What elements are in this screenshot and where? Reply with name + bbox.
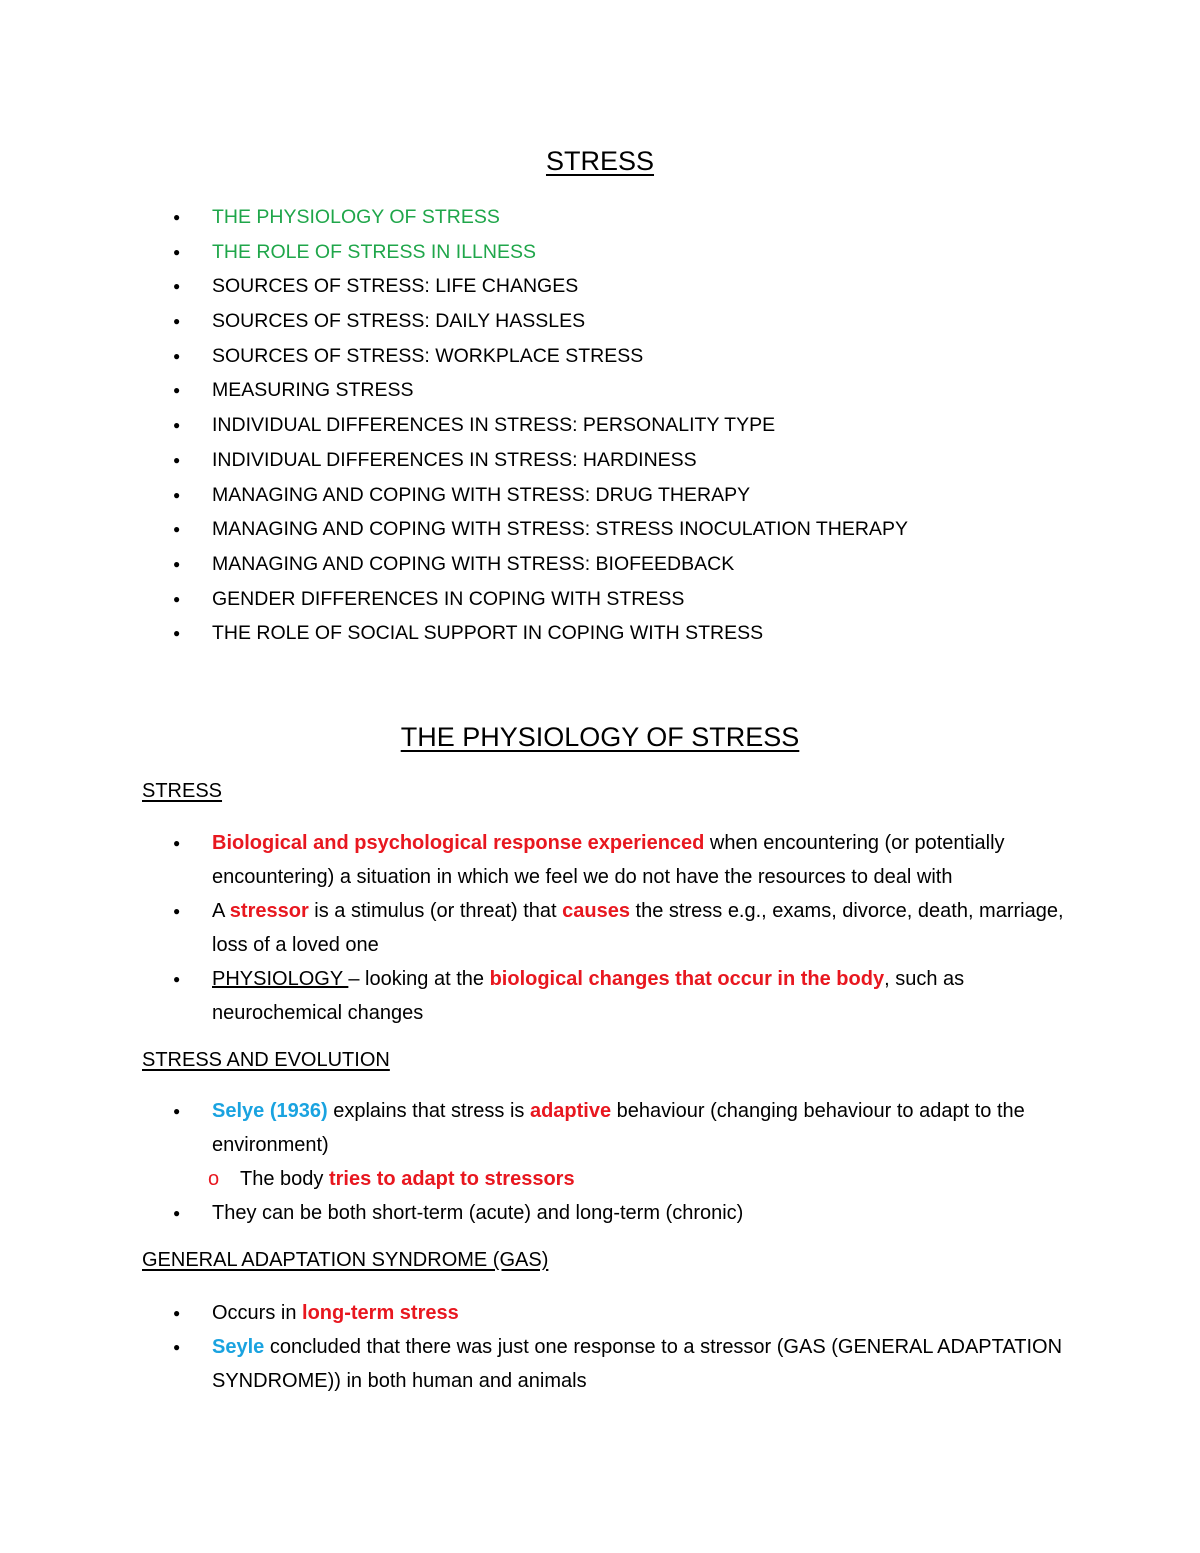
sub-list-item (170, 1162, 1072, 1196)
highlight-text: tries to adapt to stressors (328, 1168, 575, 1190)
highlight-text: long-term stress (302, 1302, 459, 1324)
topic-item: ● INDIVIDUAL DIFFERENCES IN STRESS: PERSONALITY TYPE (170, 413, 908, 448)
list-item (170, 1094, 1072, 1196)
topic-item: ● MANAGING AND COPING WITH STRESS: STRESS INOCULATION THERAPY (170, 517, 908, 552)
citation-text: Seyle (212, 1336, 265, 1358)
topic-item: ● THE ROLE OF SOCIAL SUPPORT IN COPING WITH STRESS (170, 621, 908, 656)
highlight-text: biological changes that occur in the body (489, 968, 885, 990)
body-text: is a stimulus (or threat) that (308, 900, 563, 922)
topic-item: ● SOURCES OF STRESS: WORKPLACE STRESS (170, 344, 908, 379)
topic-item: ● THE PHYSIOLOGY OF STRESS (170, 205, 908, 240)
stress-bullets (170, 826, 1072, 1030)
section-title: THE PHYSIOLOGY OF STRESS (400, 722, 800, 752)
topic-item: ● GENDER DIFFERENCES IN COPING WITH STRESS (170, 587, 908, 622)
body-text: explains that stress is (327, 1100, 530, 1122)
body-text: The body (240, 1168, 329, 1190)
body-text: , such as neurochemical changes (212, 968, 965, 1024)
topic-item: ● MANAGING AND COPING WITH STRESS: BIOFEEDBACK (170, 552, 908, 587)
topic-item: ● SOURCES OF STRESS: LIFE CHANGES (170, 274, 908, 309)
list-item (170, 1330, 1072, 1398)
underlined-term: PHYSIOLOGY (212, 968, 349, 990)
document-title: STRESS (545, 146, 655, 176)
highlight-text: stressor (229, 900, 309, 922)
list-item (170, 1296, 1072, 1330)
topics-list (170, 205, 908, 656)
highlight-text: causes (562, 900, 630, 922)
body-text: concluded that there was just one response to a stressor (GAS (GENERAL ADAPTATION SYNDROME)) in both human and animals (212, 1336, 1063, 1392)
gas-heading: GENERAL ADAPTATION SYNDROME (GAS) (142, 1249, 549, 1271)
topic-item: ● INDIVIDUAL DIFFERENCES IN STRESS: HARDINESS (170, 448, 908, 483)
body-text: the stress e.g., exams, divorce, death, marriage, loss of a loved one (212, 900, 1064, 956)
topic-item: ● SOURCES OF STRESS: DAILY HASSLES (170, 309, 908, 344)
topic-item: ● MEASURING STRESS (170, 378, 908, 413)
body-text: behaviour (changing behaviour to adapt to the environment) (212, 1100, 1025, 1156)
body-text: – looking at the (348, 968, 490, 990)
topic-item: ● MANAGING AND COPING WITH STRESS: DRUG THERAPY (170, 483, 908, 518)
sub-list (212, 1162, 1072, 1196)
body-text: when encountering (or potentially encountering) a situation in which we feel we do not have the resources to deal with (212, 832, 1005, 888)
highlight-text: adaptive (529, 1100, 612, 1122)
body-text: Occurs in (212, 1302, 303, 1324)
stress-heading: STRESS (142, 780, 223, 802)
body-text: A (212, 900, 230, 922)
list-item (170, 826, 1072, 894)
citation-text: Selye (1936) (212, 1100, 328, 1122)
topic-item: ● THE ROLE OF STRESS IN ILLNESS (170, 240, 908, 275)
highlight-text: Biological and psychological response experienced (212, 832, 705, 854)
evolution-heading: STRESS AND EVOLUTION (142, 1049, 390, 1071)
evolution-bullets (170, 1094, 1072, 1230)
list-item: ● They can be both short-term (acute) and long-term (chronic) (170, 1196, 1072, 1230)
list-item (170, 962, 1072, 1030)
gas-bullets (170, 1296, 1072, 1398)
list-item (170, 894, 1072, 962)
